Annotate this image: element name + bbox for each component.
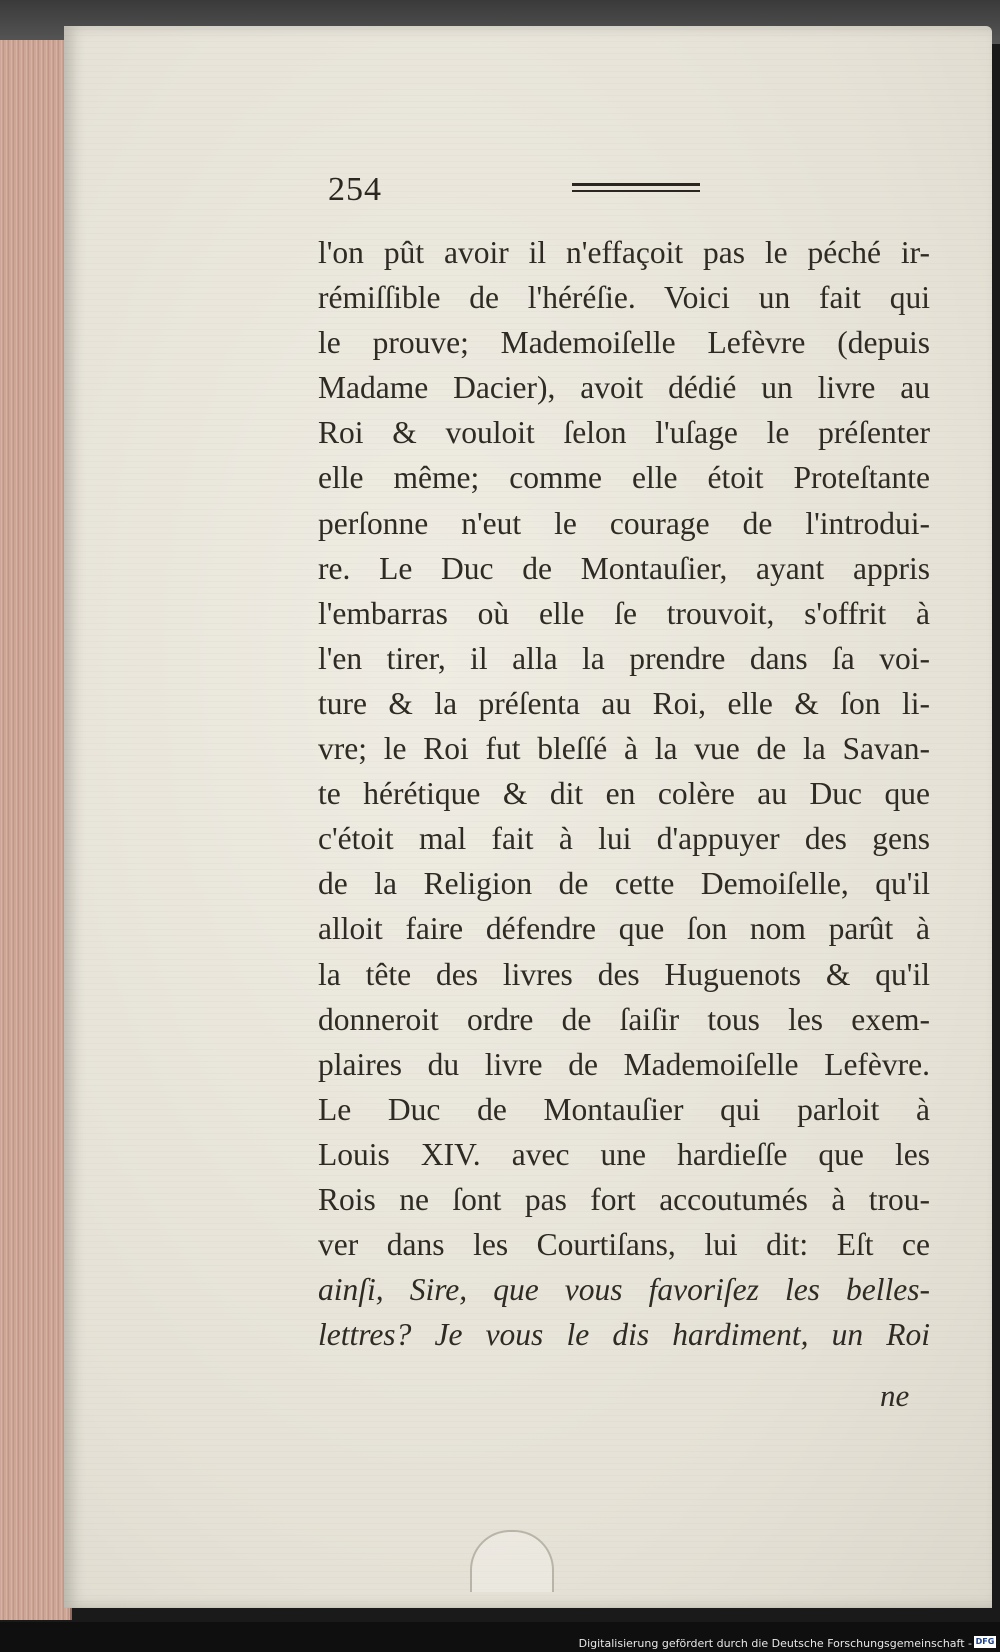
page-number: 254 [328, 171, 382, 208]
text-line: le prouve; Mademoiſelle Lefèvre (depuis [318, 325, 930, 361]
text-line: Rois ne ſont pas fort accoutumés à trou- [318, 1181, 930, 1217]
text-line: re. Le Duc de Montauſier, ayant appris [318, 550, 930, 586]
text-line: alloit faire défendre que ſon nom parût à [318, 911, 930, 947]
header-rule-thin [572, 190, 700, 192]
text-line: l'on pût avoir il n'effaçoit pas le péché ir- [318, 235, 930, 270]
text-line: ainſi, Sire, que vous favoriſez les belles- [318, 1272, 930, 1308]
text-line: l'en tirer, il alla la prendre dans ſa voi- [318, 640, 930, 676]
page-body-text [318, 230, 930, 1357]
text-line: perſonne n'eut le courage de l'introdui- [318, 505, 930, 541]
text-line: ver dans les Courtiſans, lui dit: Eſt ce [318, 1227, 930, 1263]
text-line: la tête des livres des Huguenots & qu'il [318, 956, 930, 992]
text-line: ture & la préſenta au Roi, elle & ſon li- [318, 685, 930, 721]
digitization-credit: Digitalisierung gefördert durch die Deutsche Forschungsgemeinschaft - [578, 1637, 972, 1650]
text-line: lettres? Je vous le dis hardiment, un Roi [318, 1317, 930, 1353]
text-line: donneroit ordre de ſaiſir tous les exem- [318, 1001, 930, 1037]
dfg-logo-icon: DFG [975, 1637, 995, 1646]
text-line: vre; le Roi fut bleſſé à la vue de la Savan- [318, 731, 930, 767]
text-line: elle même; comme elle étoit Proteſtante [318, 460, 930, 496]
text-line: l'embarras où elle ſe trouvoit, s'offrit à [318, 595, 930, 631]
text-line: te hérétique & dit en colère au Duc que [318, 776, 930, 812]
text-line: c'étoit mal fait à lui d'appuyer des gens [318, 821, 930, 857]
catchword: ne [880, 1378, 910, 1413]
text-line: de la Religion de cette Demoiſelle, qu'il [318, 866, 930, 902]
book-page-edges [0, 40, 72, 1620]
header-rule [572, 183, 700, 186]
text-line: Le Duc de Montauſier qui parloit à [318, 1091, 930, 1127]
text-line: Louis XIV. avec une hardieſſe que les [318, 1136, 930, 1172]
text-line: Roi & vouloit ſelon l'uſage le préſenter [318, 415, 930, 451]
text-line: Madame Dacier), avoit dédié un livre au [318, 370, 930, 406]
text-line: plaires du livre de Mademoiſelle Lefèvre. [318, 1046, 930, 1082]
text-line: rémiſſible de l'héréſie. Voici un fait qui [318, 280, 930, 316]
